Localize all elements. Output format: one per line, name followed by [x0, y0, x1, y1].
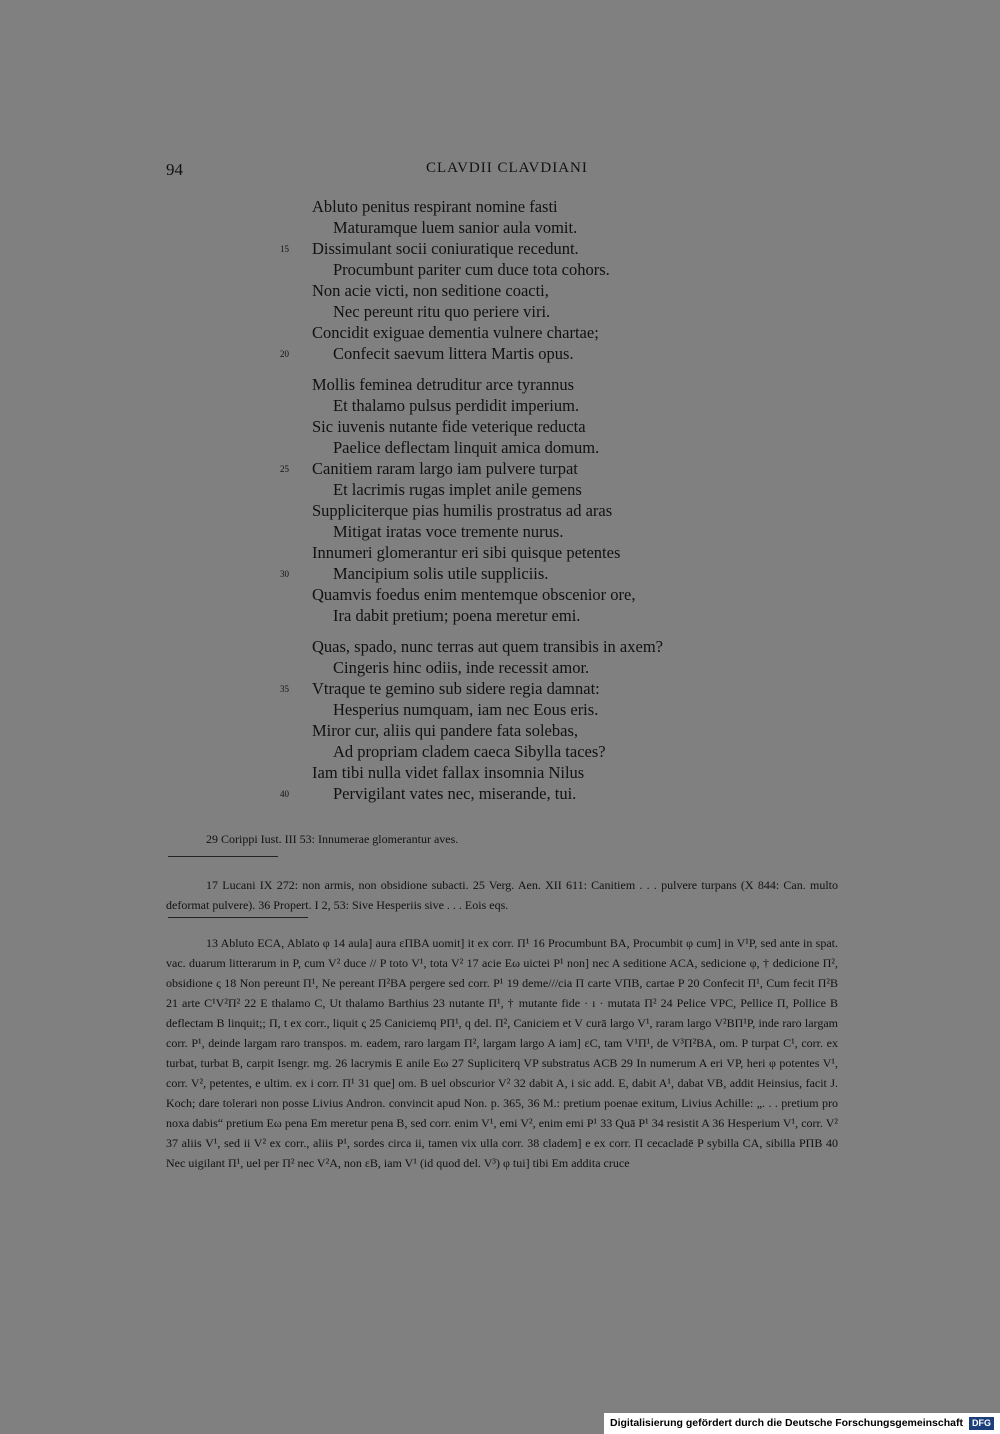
verse-text: Innumeri glomerantur eri sibi quisque petentes	[312, 543, 621, 562]
verse-text: Pervigilant vates nec, miserande, tui.	[333, 784, 577, 803]
poem-text	[280, 196, 782, 804]
verse-line	[280, 238, 782, 259]
verse-text: Canitiem raram largo iam pulvere turpat	[312, 459, 578, 478]
line-number: 30	[280, 569, 289, 579]
verse-line	[312, 322, 782, 343]
verse-line	[312, 301, 782, 322]
verse-line	[312, 605, 782, 626]
verse-text: Quamvis foedus enim mentemque obscenior ore,	[312, 585, 636, 604]
verse-text: Dissimulant socii coniuratique recedunt.	[312, 239, 579, 258]
verse-text: Mollis feminea detruditur arce tyrannus	[312, 375, 575, 394]
testimonia-text: 17 Lucani IX 272: non armis, non obsidione subacti. 25 Verg. Aen. XII 611: Canitiem . . . pulvere turpans (X 844: Can. multo deformat pulvere). 36 Propert. I 2, 53: Sive Hesperiis sive . . . Eois eqs.	[166, 878, 838, 912]
verse-line	[312, 636, 782, 657]
verse-line	[312, 196, 782, 217]
verse-line	[280, 458, 782, 479]
verse-text: Vtraque te gemino sub sidere regia damnat:	[312, 679, 600, 698]
verse-line	[280, 343, 782, 364]
verse-text: Non acie victi, non seditione coacti,	[312, 281, 549, 300]
verse-text: Concidit exiguae dementia vulnere chartae;	[312, 323, 599, 342]
verse-line	[312, 280, 782, 301]
verse-line	[312, 479, 782, 500]
verse-line	[312, 699, 782, 720]
sources-note	[166, 830, 838, 849]
verse-text: Mancipium solis utile suppliciis.	[333, 564, 549, 583]
divider	[168, 917, 308, 918]
line-number: 25	[280, 464, 289, 474]
verse-text: Suppliciterque pias humilis prostratus ad aras	[312, 501, 613, 520]
verse-line	[280, 678, 782, 699]
line-number: 15	[280, 244, 289, 254]
critical-apparatus	[166, 933, 838, 1173]
verse-text: Procumbunt pariter cum duce tota cohors.	[333, 260, 610, 279]
verse-text: Mitigat iratas voce tremente nurus.	[333, 522, 564, 541]
verse-line	[312, 374, 782, 395]
verse-text: Quas, spado, nunc terras aut quem transibis in axem?	[312, 637, 663, 656]
footer-bar	[604, 1413, 1000, 1434]
verse-line	[312, 584, 782, 605]
verse-line	[312, 720, 782, 741]
running-title: CLAVDII CLAVDIANI	[426, 160, 588, 176]
verse-line	[312, 500, 782, 521]
verse-text: Ira dabit pretium; poena meretur emi.	[333, 606, 581, 625]
verse-text: Maturamque luem sanior aula vomit.	[333, 218, 578, 237]
page-number: 94	[166, 160, 183, 179]
verse-text: Paelice deflectam linquit amica domum.	[333, 438, 600, 457]
divider	[168, 856, 278, 857]
verse-text: Iam tibi nulla videt fallax insomnia Nilus	[312, 763, 585, 782]
verse-line	[312, 762, 782, 783]
testimonia	[166, 875, 838, 915]
verse-text: Nec pereunt ritu quo periere viri.	[333, 302, 551, 321]
verse-text: Confecit saevum littera Martis opus.	[333, 344, 574, 363]
verse-line	[312, 416, 782, 437]
verse-text: Cingeris hinc odiis, inde recessit amor.	[333, 658, 590, 677]
verse-text: Et lacrimis rugas implet anile gemens	[333, 480, 582, 499]
verse-line	[312, 259, 782, 280]
verse-line	[280, 563, 782, 584]
verse-text: Abluto penitus respirant nomine fasti	[312, 197, 558, 216]
verse-text: Sic iuvenis nutante fide veterique reducta	[312, 417, 586, 436]
verse-text: Et thalamo pulsus perdidit imperium.	[333, 396, 580, 415]
dfg-logo: DFG	[969, 1417, 994, 1430]
funding-notice: Digitalisierung gefördert durch die Deutsche Forschungsgemeinschaft	[610, 1417, 963, 1429]
verse-text: Miror cur, aliis qui pandere fata solebas,	[312, 721, 578, 740]
verse-text: Ad propriam cladem caeca Sibylla taces?	[333, 742, 606, 761]
verse-text: Hesperius numquam, iam nec Eous eris.	[333, 700, 599, 719]
line-number: 20	[280, 349, 289, 359]
line-number: 35	[280, 684, 289, 694]
line-number: 40	[280, 789, 289, 799]
verse-line	[280, 783, 782, 804]
sources-note-text: 29 Corippi Iust. III 53: Innumerae glomerantur aves.	[206, 832, 459, 846]
verse-line	[312, 521, 782, 542]
verse-line	[312, 657, 782, 678]
verse-line	[312, 741, 782, 762]
apparatus-text: 13 Abluto ECA, Ablato φ 14 aula] aura εΠBA uomit] it ex corr. Π¹ 16 Procumbunt BA, Procumbit φ cum] in V¹P, sed ante in spat. vac. duarum litterarum in P, cum V² duce // P toto V¹, tota V² 17 acie Eω uictei P¹ non] nec A seditione ACA, sedicione φ, † dedicione Π², obsidione ς 18 Non pereunt Π¹, Ne pereant Π²BA pergere sed corr. P¹ 19 deme///cia Π carte VΠB, cartae P 20 Confecit Π¹, Cum fecit Π²B 21 arte C¹V²Π² 22 E thalamo C, Ut thalamo Barthius 23 nutante Π¹, † mutante fide · ı · mutata Π² 24 Pelice VPC, Pellice Π, Pollice B deflectam B linquit;; Π, t ex corr., liquit ς 25 Caniciemq PΠ¹, q del. Π², Caniciem et V curā largo V¹, raram largo V²BΠ¹P, inde raro largam corr. P¹, deinde largam raro transpos. m. eadem, raro largam Π², largam largo A iam] εC, tam V¹Π¹, de V³Π²BA, om. P turpat C¹, corr. ex turbat, turbat B, carpit Isengr. mg. 26 lacrymis E anile Eω 27 Supliciterq VP substratus ACB 29 In numerum A eri VP, heri φ potentes V¹, corr. V², petentes, e ultim. ex i corr. Π¹ 31 que] om. B uel obscurior V² 32 dabit A, i sic add. E, dabit A¹, dabat VB, addit Heinsius, facit J. Koch; dare tolerari non posse Livius Andron. convincit apud Non. p. 365, 36 M.: pretium poenae exitum, Livius Achille: „. . . pretium pro noxa dabis“ pretium Eω pena Em meretur pena B, sed corr. enim V¹, emi V², enim emi P¹ 33 Quā P¹ 34 resistit A 36 Hesperium V¹, corr. V² 37 aliis V¹, sed ii V² ex corr., aliis P¹, sordes circa ii, tamen vix ulla corr. 38 cladem] e ex corr. Π cecacladē P sybilla CA, sibilla PΠB 40 Nec uigilant Π¹, uel per Π² nec V²A, non εB, iam V¹ (id quod del. V³) φ tui] tibi Em addita cruce	[166, 936, 838, 1170]
verse-line	[312, 217, 782, 238]
verse-line	[312, 395, 782, 416]
verse-line	[312, 542, 782, 563]
verse-line	[312, 437, 782, 458]
